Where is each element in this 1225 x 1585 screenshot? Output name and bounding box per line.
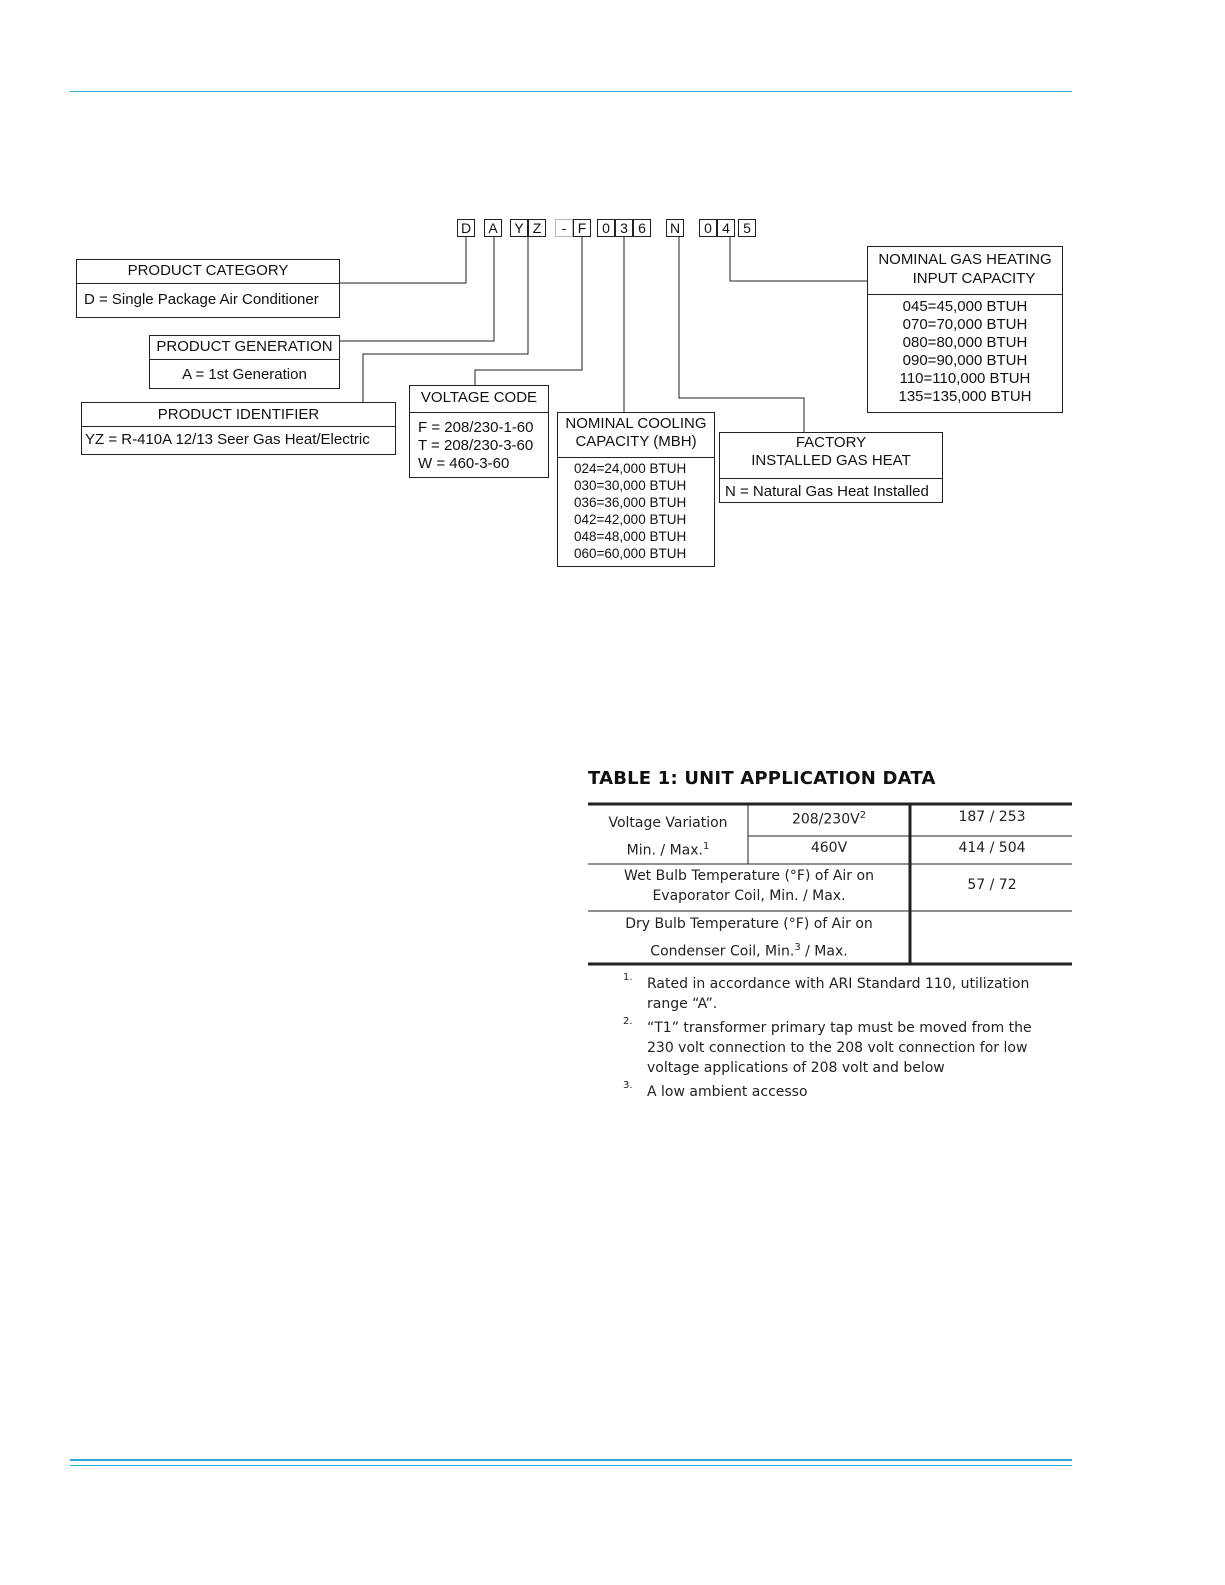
product-category-title: PRODUCT CATEGORY (77, 260, 339, 284)
wet-bulb-line2: Evaporator Coil, Min. / Max. (652, 888, 846, 904)
dry-bulb-line2-end: / Max. (800, 943, 848, 960)
model-code-char: 0 (597, 219, 615, 237)
footnote-line: “T1” transformer primary tap must be moved from the (647, 1020, 1032, 1036)
nominal-gas-heating-item: 080=80,000 BTUH (902, 334, 1028, 351)
footnote-ref: 2 (859, 810, 867, 821)
voltage-460-value: 414 / 504 (958, 840, 1026, 856)
nominal-gas-heating-item: 135=135,000 BTUH (898, 388, 1032, 405)
nominal-cooling-item: 060=60,000 BTUH (574, 546, 687, 561)
product-generation-title: PRODUCT GENERATION (150, 336, 339, 360)
factory-gas-heat-subtitle: INSTALLED GAS HEAT (751, 452, 911, 469)
footnote-number: 2. (623, 1016, 633, 1027)
wet-bulb-value: 57 / 72 (967, 877, 1017, 893)
footnote-line: A low ambient accesso (647, 1084, 808, 1100)
model-code-char: Y (510, 219, 528, 237)
product-generation-value: A = 1st Generation (182, 366, 307, 383)
factory-gas-heat-value: N = Natural Gas Heat Installed (725, 483, 929, 500)
footnote-text (647, 1082, 808, 1102)
nominal-cooling-subtitle: CAPACITY (MBH) (575, 433, 697, 450)
product-category-value: D = Single Package Air Conditioner (84, 291, 319, 308)
model-code-char: 0 (699, 219, 717, 237)
voltage-460-label: 460V (810, 840, 848, 856)
model-code-char: 3 (615, 219, 633, 237)
product-identifier-value: YZ = R-410A 12/13 Seer Gas Heat/Electric (85, 431, 370, 448)
voltage-208-text: 208/230V (791, 811, 860, 828)
nominal-cooling-title: NOMINAL COOLING (565, 415, 707, 432)
wet-bulb-label (590, 866, 908, 906)
nominal-cooling-item: 042=42,000 BTUH (574, 512, 687, 527)
footnote-line: voltage applications of 208 volt and below (647, 1060, 945, 1076)
nominal-cooling-item: 030=30,000 BTUH (574, 478, 687, 493)
nominal-gas-heating-title: NOMINAL GAS HEATING (878, 251, 1052, 268)
voltage-variation-label (590, 811, 746, 863)
nominal-cooling-item: 048=48,000 BTUH (574, 529, 687, 544)
voltage-code-title: VOLTAGE CODE (410, 386, 548, 413)
nominal-gas-heating-item: 110=110,000 BTUH (899, 370, 1031, 387)
footnote-text (647, 1018, 1032, 1078)
voltage-code-item: T = 208/230-3-60 (418, 437, 534, 454)
nominal-gas-heating-subtitle: INPUT CAPACITY (912, 270, 1036, 287)
wet-bulb-line1: Wet Bulb Temperature (°F) of Air on (624, 868, 874, 884)
dry-bulb-line2: Condenser Coil, Min. (650, 943, 795, 960)
footnote-number: 1. (623, 972, 633, 983)
model-code-char: N (666, 219, 684, 237)
model-code-char: D (457, 219, 475, 237)
voltage-variation-line2: Min. / Max. (626, 842, 703, 859)
voltage-variation-line1: Voltage Variation (608, 815, 728, 831)
voltage-208-label (750, 810, 908, 828)
footnote-text (647, 974, 1029, 1014)
footnote-line: range “A”. (647, 996, 718, 1012)
nominal-cooling-item: 024=24,000 BTUH (574, 461, 687, 476)
footnote-number: 3. (623, 1080, 633, 1091)
model-code-char: 6 (633, 219, 651, 237)
nominal-gas-heating-item: 090=90,000 BTUH (902, 352, 1028, 369)
table-title: TABLE 1: UNIT APPLICATION DATA (588, 768, 936, 789)
model-code-char: Z (528, 219, 546, 237)
footnote-ref: 3 (794, 942, 801, 953)
voltage-code-item: F = 208/230-1-60 (418, 419, 534, 436)
model-code-char: 5 (738, 219, 756, 237)
nominal-cooling-item: 036=36,000 BTUH (574, 495, 687, 510)
model-code-char: 4 (717, 219, 735, 237)
dry-bulb-line1: Dry Bulb Temperature (°F) of Air on (625, 916, 873, 932)
model-code-char: F (573, 219, 591, 237)
factory-gas-heat-title: FACTORY (795, 434, 867, 451)
model-code-char: A (484, 219, 502, 237)
nominal-gas-heating-item: 070=70,000 BTUH (902, 316, 1028, 333)
voltage-208-value: 187 / 253 (958, 809, 1026, 825)
product-identifier-title: PRODUCT IDENTIFIER (82, 403, 395, 427)
footnote-line: 230 volt connection to the 208 volt connection for low (647, 1040, 1028, 1056)
footnote-line: Rated in accordance with ARI Standard 110, utilization (647, 976, 1030, 992)
footnote-ref: 1 (702, 841, 710, 852)
nominal-gas-heating-item: 045=45,000 BTUH (902, 298, 1028, 315)
model-code-char: - (555, 219, 573, 237)
dry-bulb-label (590, 913, 908, 964)
voltage-code-item: W = 460-3-60 (418, 455, 510, 472)
